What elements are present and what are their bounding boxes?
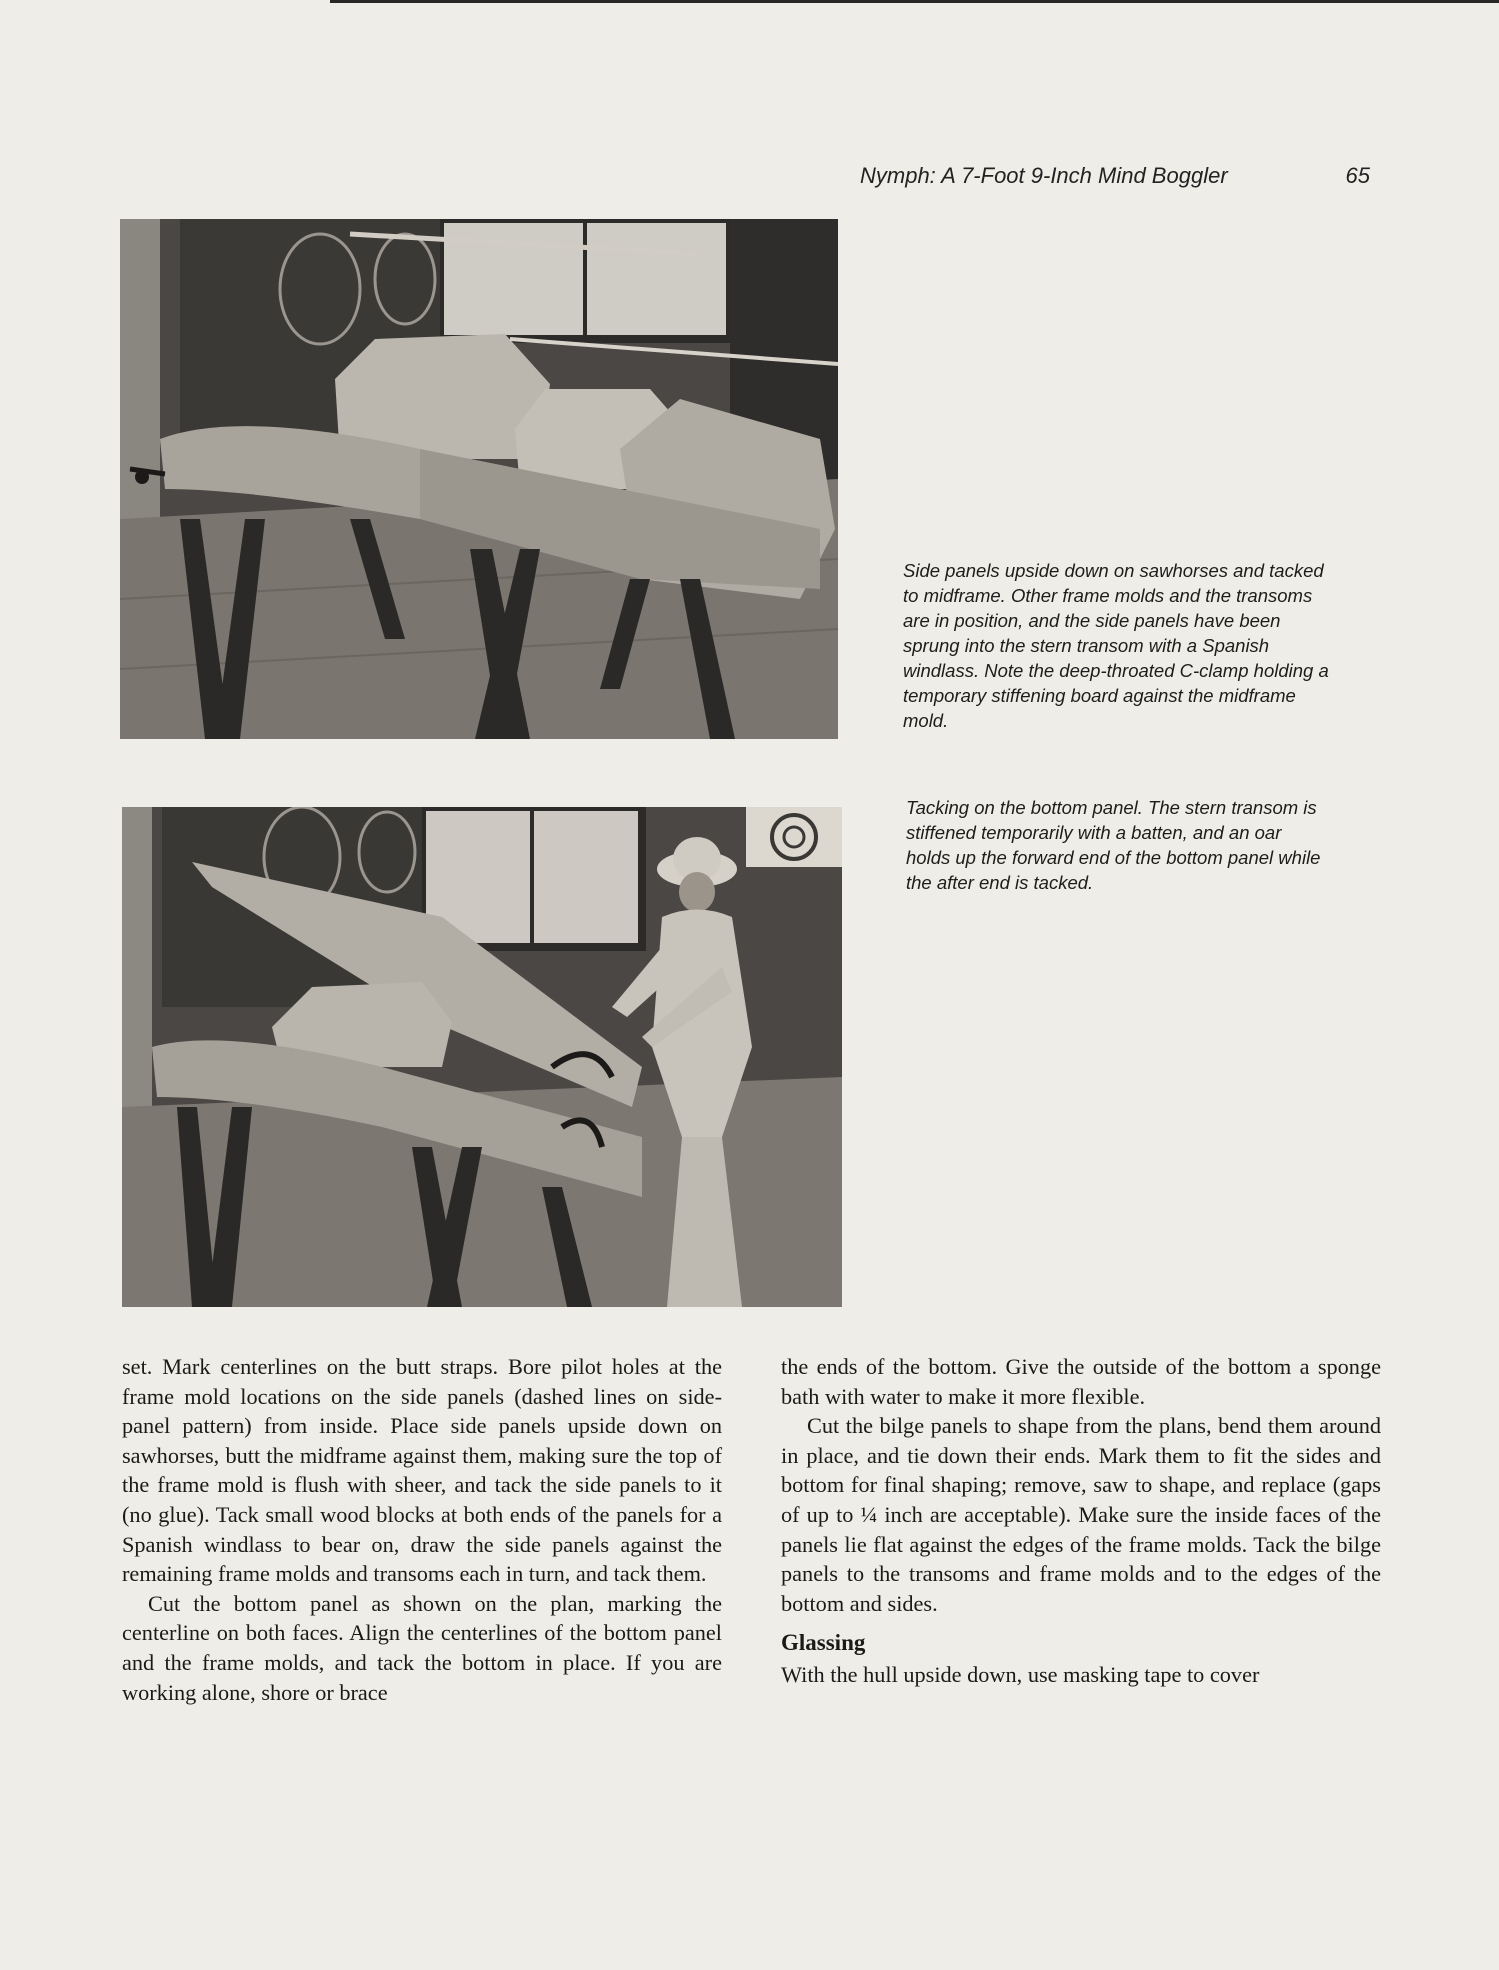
figure-caption-2: Tacking on the bottom panel. The stern transom is stiffened temporarily with a batten, and an oar holds up the forward end of the bottom panel while the after end is tacked. [906,797,1321,893]
running-head-title: Nymph: A 7-Foot 9-Inch Mind Boggler [860,163,1228,188]
body-paragraph: Cut the bilge panels to shape from the plans, bend them around in place, and tie down their ends. Mark them to fit the sides and bottom for final shaping; remove, saw to shape, and replace (gaps of up to ¼ inch are acceptable). Make sure the inside faces of the panels lie flat against the edges of the frame molds. Tack the bilge panels to the transoms and frame molds and to the edges of the bottom and sides. [781,1413,1381,1616]
top-rule [330,0,1499,3]
body-paragraph: With the hull upside down, use masking tape to cover [781,1661,1260,1687]
figure-caption-1: Side panels upside down on sawhorses and tacked to midframe. Other frame molds and the transoms are in position, and the side panels have been sprung into the stern transom with a Spanish windlass. Note the deep-throated C-clamp holding a temporary stiffening board against the midframe mold. [903,560,1329,731]
photo-tacking-bottom-panel [122,807,842,1307]
photo-side-panels-on-sawhorses [120,219,838,739]
page-number: 65 [1345,163,1370,188]
body-paragraph: Cut the bottom panel as shown on the plan, marking the centerline on both faces. Align the centerlines of the bottom panel and the frame molds, and tack the bottom in place. If you are working alone, shore or brace [122,1590,722,1705]
body-paragraph: set. Mark centerlines on the butt straps. Bore pilot holes at the frame mold locations on the side panels (dashed lines on side-panel pattern) from inside. Place side panels upside down on sawhorses, butt the midframe against them, making sure the top of the frame mold is flush with sheer, and tack the side panels to it (no glue). Tack small wood blocks at both ends of the panels for a Spanish windlass to bear on, draw the side panels against the remaining frame molds and transoms each in turn, and tack them. [122,1354,722,1587]
body-column-left [122,1352,722,1707]
section-heading: Glassing [781,1630,866,1656]
body-column-right [781,1352,1381,1690]
running-head [860,163,1370,189]
body-paragraph: the ends of the bottom. Give the outside of the bottom a sponge bath with water to make it more flexible. [781,1354,1381,1409]
